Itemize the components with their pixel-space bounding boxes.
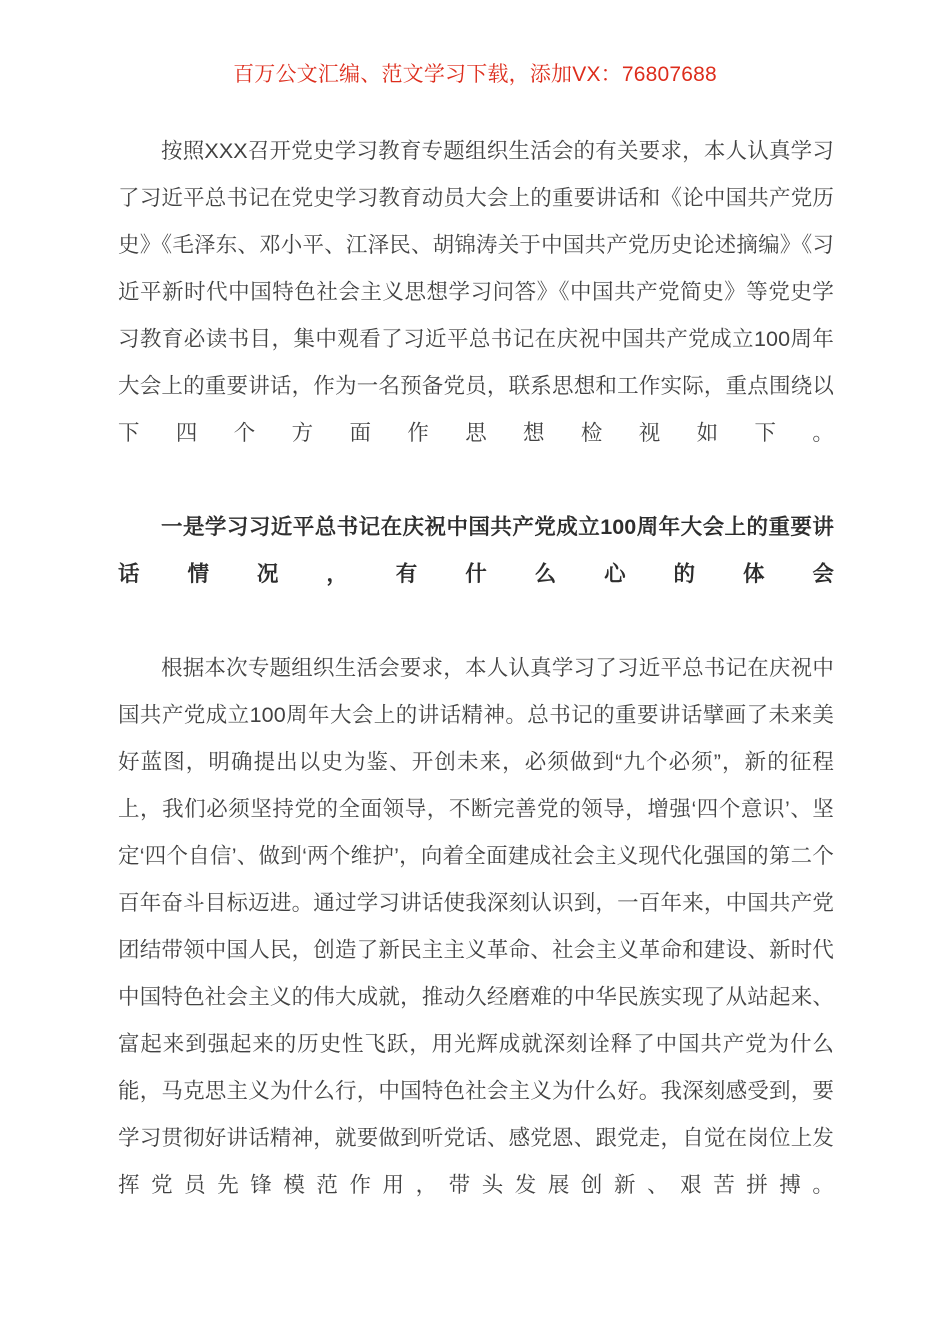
document-body (118, 128, 834, 1256)
section-heading-one: 一是学习习近平总书记在庆祝中国共产党成立100周年大会上的重要讲话情况，有什么心的体会 (118, 515, 834, 586)
paragraph-intro: 按照XXX召开党史学习教育专题组织生活会的有关要求，本人认真学习了习近平总书记在党史学习教育动员大会上的重要讲话和《论中国共产党历史》《毛泽东、邓小平、江泽民、胡锦涛关于中国共产党历史论述摘编》《习近平新时代中国特色社会主义思想学习问答》《中国共产党简史》等党史学习教育必读书目，集中观看了习近平总书记在庆祝中国共产党成立100周年大会上的重要讲话，作为一名预备党员，联系思想和工作实际，重点围绕以下四个方面作思想检视如下。 (118, 139, 834, 445)
paragraph-section-one-body: 根据本次专题组织生活会要求，本人认真学习了习近平总书记在庆祝中国共产党成立100周年大会上的讲话精神。总书记的重要讲话擘画了未来美好蓝图，明确提出以史为鉴、开创未来，必须做到“九个必须”，新的征程上，我们必须坚持党的全面领导，不断完善党的领导，增强‘四个意识’、坚定‘四个自信’、做到‘两个维护’，向着全面建成社会主义现代化强国的第二个百年奋斗目标迈进。通过学习讲话使我深刻认识到，一百年来，中国共产党团结带领中国人民，创造了新民主主义革命、社会主义革命和建设、新时代中国特色社会主义的伟大成就，推动久经磨难的中华民族实现了从站起来、富起来到强起来的历史性飞跃，用光辉成就深刻诠释了中国共产党为什么能，马克思主义为什么行，中国特色社会主义为什么好。我深刻感受到，要学习贯彻好讲话精神，就要做到听党话、感党恩、跟党走，自觉在岗位上发挥党员先锋模范作用，带头发展创新、艰苦拼搏。 (118, 656, 834, 1197)
promo-header-text: 百万公文汇编、范文学习下载，添加VX：76807688 (233, 63, 717, 86)
